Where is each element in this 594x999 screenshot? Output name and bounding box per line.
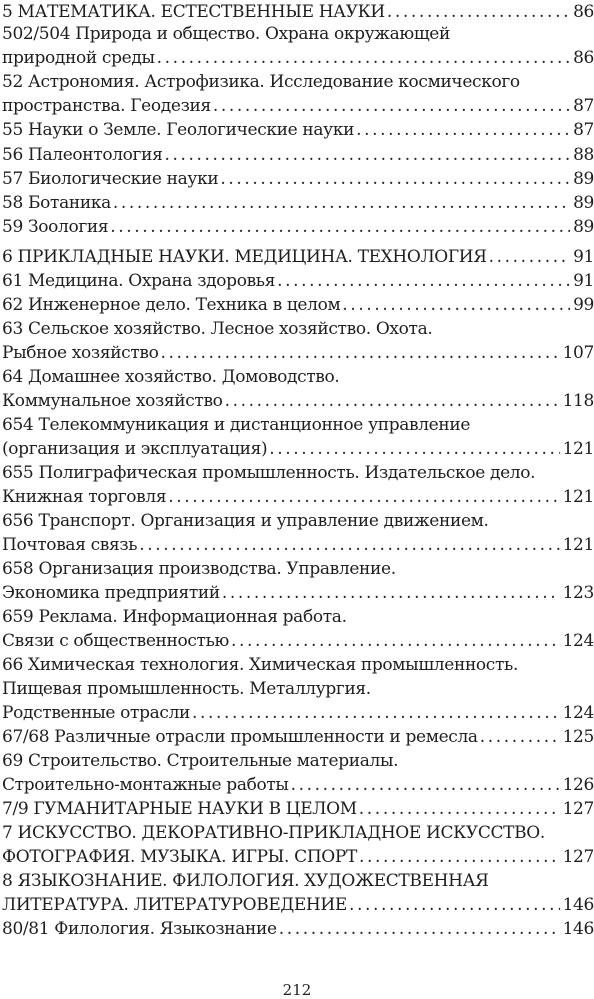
toc-entry-continuation [2, 749, 594, 773]
dot-leader [279, 917, 560, 941]
entry-title: 5 МАТЕМАТИКА. ЕСТЕСТВЕННЫЕ НАУКИ [2, 2, 385, 22]
dot-leader [113, 191, 570, 215]
entry-title: 80/81 Филология. Языкознание [2, 919, 277, 939]
entry-title: Книжная торговля [2, 487, 167, 507]
toc-entry [2, 845, 594, 869]
entry-page-number: 146 [562, 919, 594, 939]
dot-leader [359, 797, 560, 821]
entry-page-number: 91 [573, 247, 594, 267]
entry-page-number: 99 [573, 295, 594, 315]
toc-entry [2, 191, 594, 215]
entry-title: природной среды [2, 48, 155, 68]
entry-page-number: 86 [573, 2, 594, 22]
toc-entry [2, 143, 594, 167]
entry-title: Родственные отрасли [2, 703, 191, 723]
entry-title: Строительно-монтажные работы [2, 775, 289, 795]
entry-title: Почтовая связь [2, 535, 138, 555]
dot-leader [220, 167, 570, 191]
entry-title: 52 Астрономия. Астрофизика. Исследование космического [2, 72, 520, 92]
toc-entry-continuation [2, 869, 594, 893]
toc-entry-continuation [2, 605, 594, 629]
toc-entry-continuation [2, 365, 594, 389]
entry-title: 62 Инженерное дело. Техника в целом [2, 295, 341, 315]
dot-leader [291, 773, 560, 797]
entry-title: 659 Реклама. Информационная работа. [2, 607, 347, 627]
toc-entry [2, 0, 594, 24]
entry-title: 502/504 Природа и общество. Охрана окружающей [2, 24, 450, 44]
dot-leader [277, 269, 570, 293]
toc-entry-continuation [2, 677, 594, 701]
toc-entry [2, 215, 594, 239]
entry-title: 58 Ботаника [2, 193, 111, 213]
toc-entry [2, 701, 594, 725]
entry-title: Связи с общественностью [2, 631, 229, 651]
entry-page-number: 124 [562, 631, 594, 651]
entry-title: 8 ЯЗЫКОЗНАНИЕ. ФИЛОЛОГИЯ. ХУДОЖЕСТВЕННАЯ [2, 871, 489, 891]
entry-title: Коммунальное хозяйство [2, 391, 223, 411]
toc-entry [2, 797, 594, 821]
toc-entry [2, 46, 594, 70]
entry-title: Экономика предприятий [2, 583, 220, 603]
toc-entry [2, 94, 594, 118]
dot-leader [161, 341, 560, 365]
toc-entry [2, 293, 594, 317]
dot-leader [213, 94, 570, 118]
entry-title: 67/68 Различные отрасли промышленности и ремесла [2, 727, 478, 747]
entry-page-number: 107 [562, 343, 594, 363]
toc-entry [2, 437, 594, 461]
entry-page-number: 87 [573, 96, 594, 116]
toc-entry [2, 389, 594, 413]
entry-title: 6 ПРИКЛАДНЫЕ НАУКИ. МЕДИЦИНА. ТЕХНОЛОГИЯ [2, 247, 487, 267]
entry-page-number: 118 [562, 391, 594, 411]
entry-title: 654 Телекоммуникация и дистанционное управление [2, 415, 471, 435]
entry-page-number: 126 [562, 775, 594, 795]
toc-entry [2, 893, 594, 917]
toc-entry-continuation [2, 317, 594, 341]
entry-title: 64 Домашнее хозяйство. Домоводство. [2, 367, 340, 387]
entry-title: 57 Биологические науки [2, 169, 219, 189]
toc-entry-continuation [2, 461, 594, 485]
toc-entry [2, 341, 594, 365]
dot-leader [225, 389, 560, 413]
entry-page-number: 146 [562, 895, 594, 915]
entry-page-number: 123 [562, 583, 594, 603]
entry-title: 69 Строительство. Строительные материалы. [2, 751, 399, 771]
toc-entry [2, 917, 594, 941]
entry-page-number: 89 [573, 193, 594, 213]
dot-leader [168, 485, 559, 509]
dot-leader [157, 46, 570, 70]
entry-title: 55 Науки о Земле. Геологические науки [2, 120, 355, 140]
entry-title: 7/9 ГУМАНИТАРНЫЕ НАУКИ В ЦЕЛОМ [2, 799, 357, 819]
entry-title: 66 Химическая технология. Химическая промышленность. [2, 655, 518, 675]
entry-title: ЛИТЕРАТУРА. ЛИТЕРАТУРОВЕДЕНИЕ [2, 895, 347, 915]
dot-leader [192, 701, 560, 725]
entry-title: Пищевая промышленность. Металлургия. [2, 679, 371, 699]
dot-leader [480, 725, 560, 749]
entry-page-number: 89 [573, 169, 594, 189]
dot-leader [231, 629, 560, 653]
entry-page-number: 127 [562, 799, 594, 819]
entry-page-number: 88 [573, 145, 594, 165]
entry-page-number: 86 [573, 48, 594, 68]
dot-leader [110, 215, 570, 239]
entry-page-number: 127 [562, 847, 594, 867]
entry-page-number: 91 [573, 271, 594, 291]
entry-title: 63 Сельское хозяйство. Лесное хозяйство. Охота. [2, 319, 433, 339]
entry-title: пространства. Геодезия [2, 96, 211, 116]
entry-page-number: 121 [562, 487, 594, 507]
toc-entry-continuation [2, 70, 594, 94]
entry-title: 656 Транспорт. Организация и управление движением. [2, 511, 489, 531]
page-number: 212 [282, 981, 312, 999]
toc-entry-continuation [2, 821, 594, 845]
dot-leader [489, 245, 570, 269]
dot-leader [387, 0, 570, 24]
entry-title: 7 ИСКУССТВО. ДЕКОРАТИВНО-ПРИКЛАДНОЕ ИСКУССТВО. [2, 823, 545, 843]
dot-leader [356, 118, 570, 142]
toc-entry [2, 118, 594, 142]
toc-entry [2, 629, 594, 653]
toc-entry [2, 485, 594, 509]
entry-page-number: 124 [562, 703, 594, 723]
entry-page-number: 121 [562, 535, 594, 555]
toc-entry [2, 269, 594, 293]
toc-entry-continuation [2, 557, 594, 581]
entry-title: 56 Палеонтология [2, 145, 163, 165]
entry-title: Рыбное хозяйство [2, 343, 159, 363]
dot-leader [342, 293, 570, 317]
entry-title: (организация и эксплуатация) [2, 439, 268, 459]
dot-leader [164, 143, 570, 167]
entry-title: 655 Полиграфическая промышленность. Издательское дело. [2, 463, 536, 483]
toc-entry [2, 773, 594, 797]
entry-title: ФОТОГРАФИЯ. МУЗЫКА. ИГРЫ. СПОРТ [2, 847, 357, 867]
entry-page-number: 121 [562, 439, 594, 459]
toc-entry [2, 167, 594, 191]
entry-page-number: 125 [562, 727, 594, 747]
toc-entry [2, 725, 594, 749]
toc-entry-continuation [2, 653, 594, 677]
entry-page-number: 89 [573, 217, 594, 237]
toc-entry [2, 245, 594, 269]
entry-title: 59 Зоология [2, 217, 109, 237]
entry-title: 658 Организация производства. Управление. [2, 559, 396, 579]
dot-leader [222, 581, 560, 605]
dot-leader [349, 893, 560, 917]
entry-title: 61 Медицина. Охрана здоровья [2, 271, 276, 291]
dot-leader [269, 437, 559, 461]
toc-entry [2, 533, 594, 557]
dot-leader [359, 845, 560, 869]
entry-page-number: 87 [573, 120, 594, 140]
toc-entry-continuation [2, 509, 594, 533]
toc-entry-continuation [2, 22, 594, 46]
toc-entry [2, 581, 594, 605]
dot-leader [139, 533, 559, 557]
toc-entry-continuation [2, 413, 594, 437]
